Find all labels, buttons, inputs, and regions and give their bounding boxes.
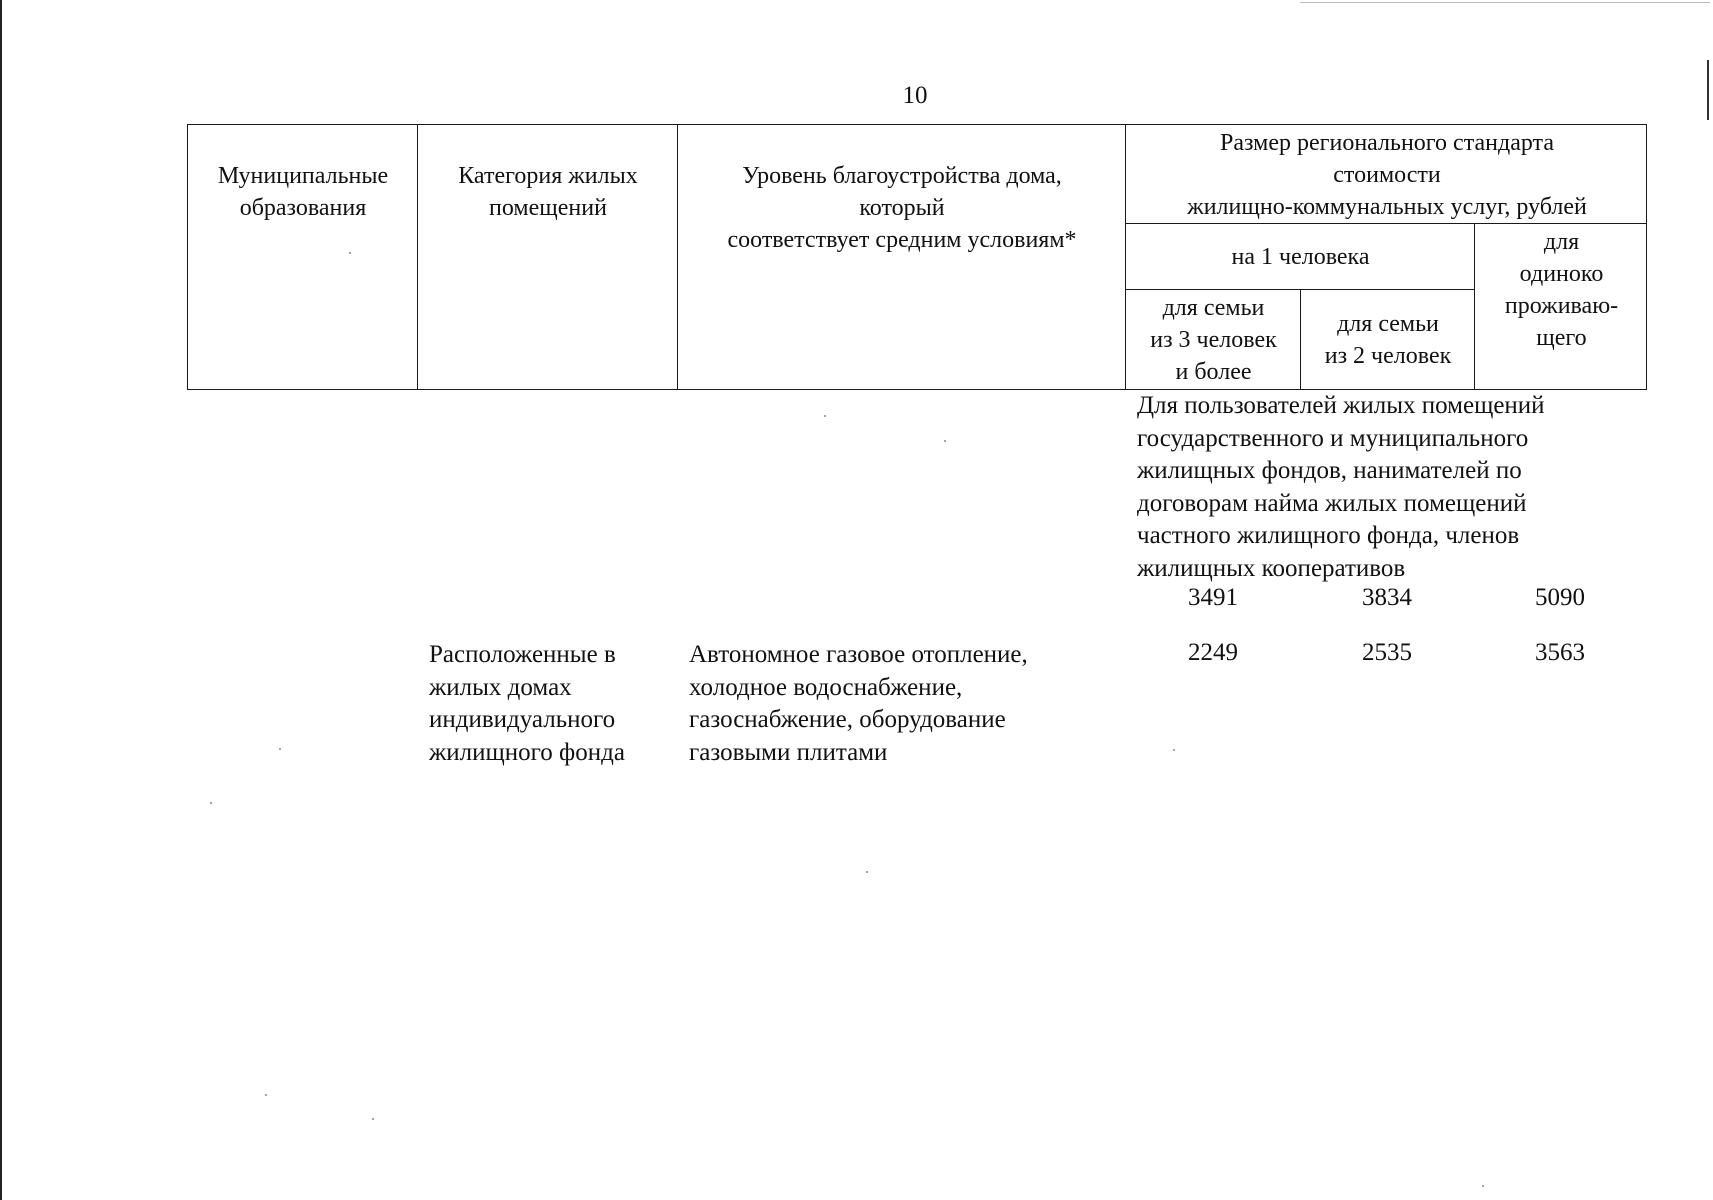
row-category: Расположенные в жилых домах индивидуального жилищного фонда (429, 641, 625, 766)
scan-speck (265, 1094, 267, 1096)
section-title: Для пользователей жилых помещений государственного и муниципального жилищных фондов, нанимателей по договорам найма жилых помещений частного жилищного фонда, членов жилищных кооперативов (1137, 392, 1545, 582)
scan-speck (1173, 749, 1175, 751)
scan-edge-right (1707, 60, 1709, 120)
header-divider-4 (1474, 223, 1475, 390)
scan-speck (349, 252, 351, 254)
header-per-person: на 1 человека (1231, 244, 1370, 270)
header-standard: Размер регионального стандарта стоимости жилищно-коммунальных услуг, рублей (1187, 130, 1587, 220)
row-value-single: 3563 (1535, 639, 1585, 666)
header-single: для одиноко проживаю- щего (1504, 229, 1619, 351)
row-value-family-3plus: 2249 (1188, 639, 1238, 666)
header-divider-standard (1125, 223, 1647, 224)
row-amenity: Автономное газовое отопление, холодное водоснабжение, газоснабжение, оборудование газовыми плитами (689, 641, 1028, 766)
header-category: Категория жилых помещений (458, 163, 638, 221)
scan-speck (944, 440, 946, 442)
header-divider-3 (1125, 124, 1126, 390)
section-value-single: 5090 (1535, 584, 1585, 611)
header-amenity: Уровень благоустройства дома, который соответствует средним условиям* (727, 163, 1077, 253)
section-value-family-2: 3834 (1362, 584, 1412, 611)
header-municipalities: Муниципальные образования (217, 163, 389, 221)
scan-speck (279, 748, 281, 750)
header-family-3plus: для семьи из 3 человек и более (1150, 295, 1277, 385)
scan-speck (1482, 1185, 1484, 1187)
section-value-family-3plus: 3491 (1188, 584, 1238, 611)
scan-edge-left (0, 0, 2, 1200)
page-number: 10 (902, 82, 928, 109)
header-family-2: для семьи из 2 человек (1324, 311, 1452, 369)
scan-speck (866, 871, 868, 873)
scan-speck (372, 1118, 374, 1120)
header-divider-2 (677, 124, 678, 390)
scan-speck (210, 802, 212, 804)
header-divider-1 (417, 124, 418, 390)
scan-edge-top (1300, 2, 1710, 3)
scan-speck (824, 415, 826, 417)
header-divider-5 (1300, 289, 1301, 390)
row-value-family-2: 2535 (1362, 639, 1412, 666)
